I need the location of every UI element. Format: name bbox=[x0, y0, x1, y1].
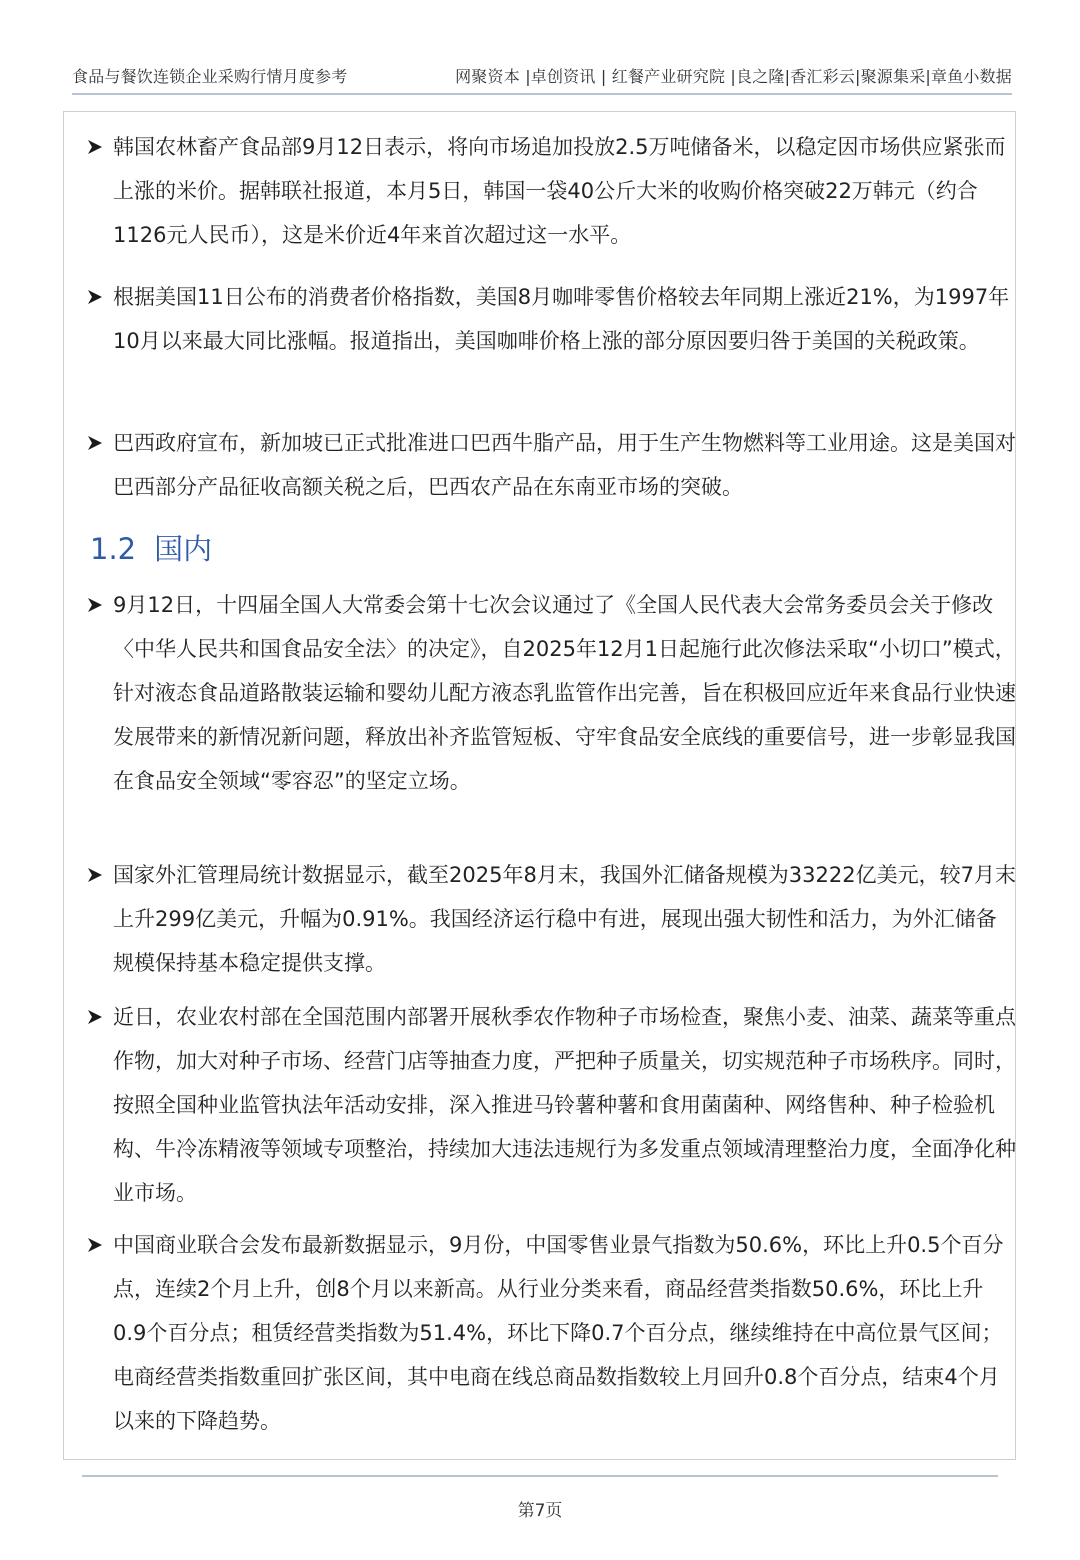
list-item-text: 韩国农林畜产食品部9月12日表示，将向市场追加投放2.5万吨储备米，以稳定因市场供应紧张而上涨的米价。据韩联社报道，本月5日，韩国一袋40公斤大米的收购价格突破22万韩元（约合1126元人民币），这是米价近4年来首次超过这一水平。 bbox=[113, 135, 1006, 247]
list-item bbox=[86, 275, 1016, 363]
list-item bbox=[86, 421, 1016, 509]
header-divider bbox=[72, 93, 1012, 95]
header-report-title: 食品与餐饮连锁企业采购行情月度参考 bbox=[72, 66, 348, 86]
list-item-text: 近日，农业农村部在全国范围内部署开展秋季农作物种子市场检查，聚焦小麦、油菜、蔬菜等重点作物，加大对种子市场、经营门店等抽查力度，严把种子质量关，切实规范种子市场秩序。同时，按照全国种业监管执法年活动安排，深入推进马铃薯种薯和食用菌菌种、网络售种、种子检验机构、牛冷冻精液等领域专项整治，持续加大违法违规行为多发重点领域清理整治力度，全面净化种业市场。 bbox=[113, 1005, 1016, 1205]
section-title: 国内 bbox=[154, 532, 213, 566]
list-item-text: 9月12日，十四届全国人大常委会第十七次会议通过了《全国人民代表大会常务委员会关于修改〈中华人民共和国食品安全法〉的决定》，自2025年12月1日起施行此次修法采取“小切口”模式，针对液态食品道路散装运输和婴幼儿配方液态乳监管作出完善，旨在积极回应近年来食品行业快速发展带来的新情况新问题，释放出补齐监管短板、守牢食品安全底线的重要信号，进一步彰显我国在食品安全领域“零容忍”的坚定立场。 bbox=[113, 593, 1016, 793]
arrowhead-bullet-icon bbox=[86, 1223, 108, 1267]
arrowhead-bullet-icon bbox=[86, 853, 108, 897]
list-item-text: 国家外汇管理局统计数据显示，截至2025年8月末，我国外汇储备规模为33222亿美元，较7月末上升299亿美元，升幅为0.91%。我国经济运行稳中有进，展现出强大韧性和活力，为外汇储备规模保持基本稳定提供支撑。 bbox=[113, 863, 1016, 975]
arrowhead-bullet-icon bbox=[86, 125, 108, 169]
list-item-text: 巴西政府宣布，新加坡已正式批准进口巴西牛脂产品，用于生产生物燃料等工业用途。这是美国对巴西部分产品征收高额关税之后，巴西农产品在东南亚市场的突破。 bbox=[113, 431, 1016, 499]
arrowhead-bullet-icon bbox=[86, 995, 108, 1039]
section-number: 1.2 bbox=[90, 532, 137, 566]
page-header bbox=[72, 62, 1012, 88]
arrowhead-bullet-icon bbox=[86, 421, 108, 465]
list-item bbox=[86, 995, 1016, 1215]
list-item bbox=[86, 853, 1016, 985]
arrowhead-bullet-icon bbox=[86, 583, 108, 627]
list-item-text: 根据美国11日公布的消费者价格指数，美国8月咖啡零售价格较去年同期上涨近21%，为1997年10月以来最大同比涨幅。报道指出，美国咖啡价格上涨的部分原因要归咎于美国的关税政策。 bbox=[113, 285, 1010, 353]
section-heading bbox=[90, 524, 212, 574]
arrowhead-bullet-icon bbox=[86, 275, 108, 319]
list-item-text: 中国商业联合会发布最新数据显示，9月份，中国零售业景气指数为50.6%，环比上升0.5个百分点，连续2个月上升，创8个月以来新高。从行业分类来看，商品经营类指数50.6%，环比上升0.9个百分点；租赁经营类指数为51.4%，环比下降0.7个百分点，继续维持在中高位景气区间；电商经营类指数重回扩张区间，其中电商在线总商品数指数较上月回升0.8个百分点，结束4个月以来的下降趋势。 bbox=[113, 1233, 1004, 1433]
list-item bbox=[86, 1223, 1016, 1443]
page-number: 第7页 bbox=[517, 1501, 563, 1521]
list-item bbox=[86, 583, 1016, 803]
footer-divider bbox=[82, 1475, 998, 1477]
list-item bbox=[86, 125, 1016, 257]
header-sources: 网聚资本 |卓创资讯 | 红餐产业研究院 |良之隆|香汇彩云|聚源集采|章鱼小数据 bbox=[455, 66, 1012, 86]
